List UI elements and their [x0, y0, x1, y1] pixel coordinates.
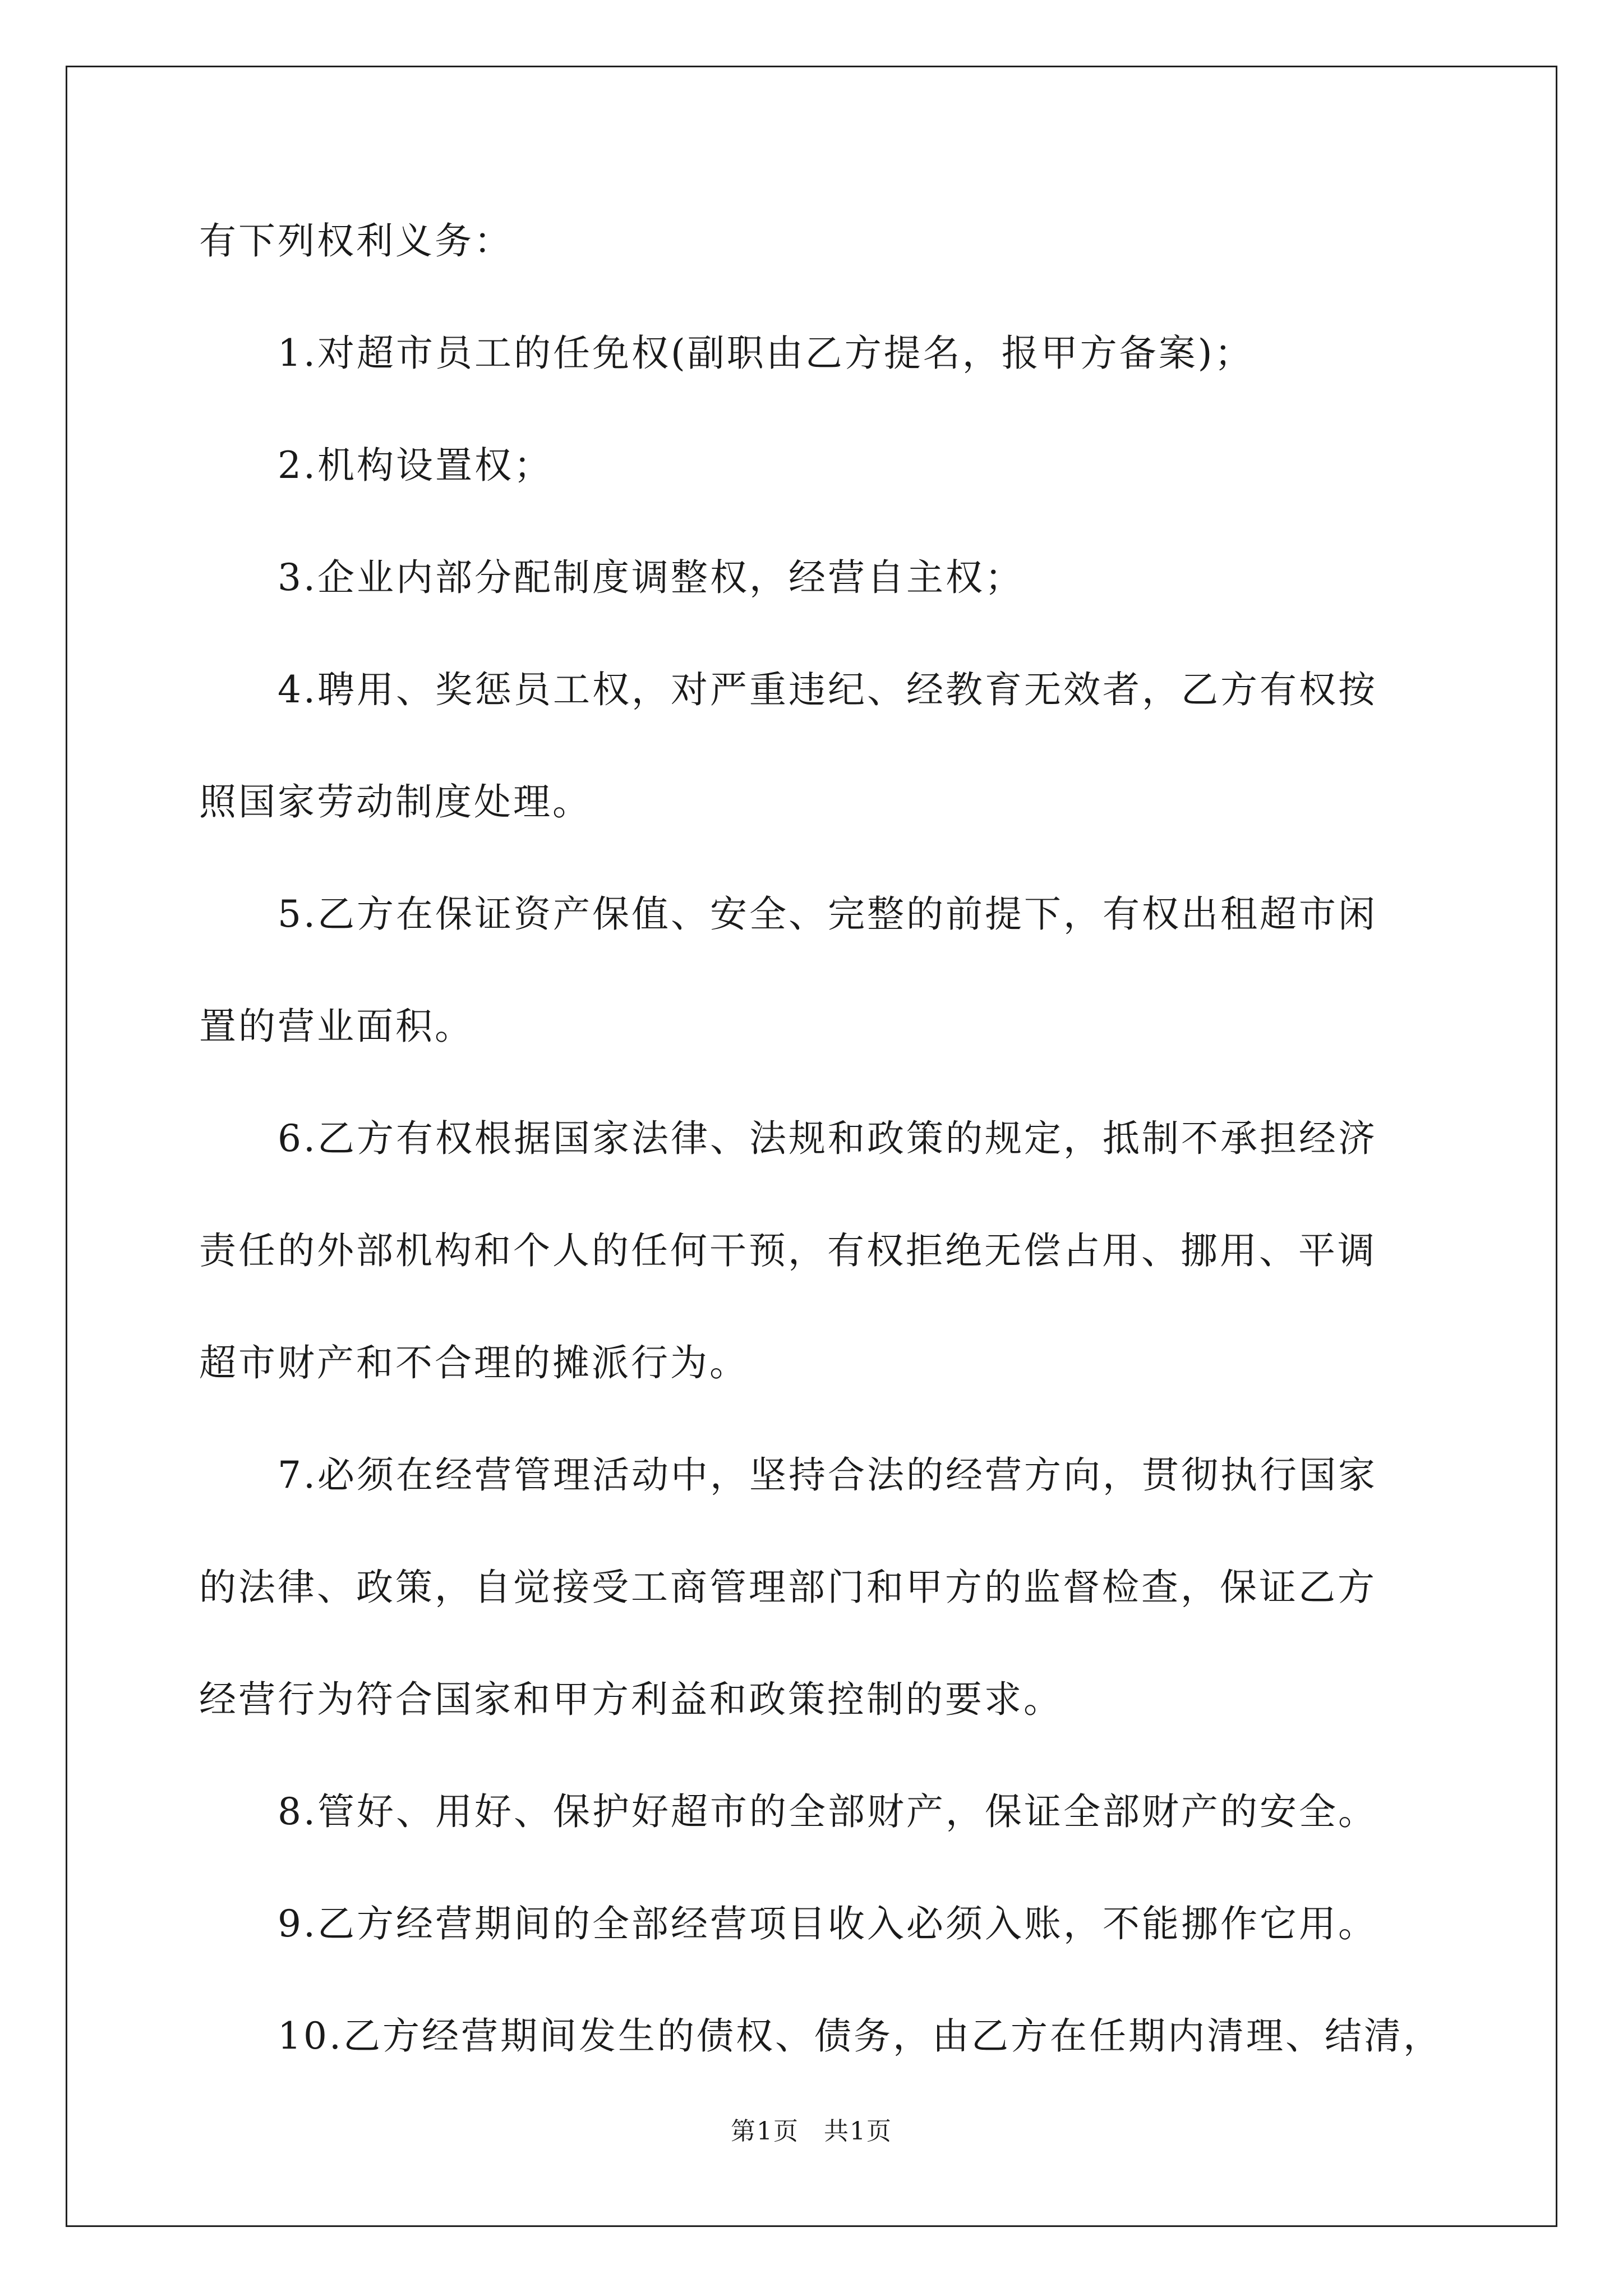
- page-footer: [0, 2115, 1623, 2148]
- document-body: [199, 185, 1442, 2092]
- page-number: 第1页: [731, 2117, 799, 2146]
- text-line-8: 置的营业面积。: [199, 1005, 474, 1048]
- page-total: 共1页: [824, 2117, 892, 2146]
- text-line-10: 责任的外部机构和个人的任何干预，有权拒绝无偿占用、挪用、平调: [199, 1229, 1377, 1272]
- text-line-6: 照国家劳动制度处理。: [199, 780, 592, 823]
- text-line-12: 7.必须在经营管理活动中，坚持合法的经营方向，贯彻执行国家: [278, 1453, 1377, 1497]
- text-line-16: 9.乙方经营期间的全部经营项目收入必须入账，不能挪作它用。: [278, 1902, 1377, 1945]
- text-line-7: 5.乙方在保证资产保值、安全、完整的前提下，有权出租超市闲: [278, 892, 1377, 936]
- text-line-4: 3.企业内部分配制度调整权，经营自主权；: [278, 556, 1024, 599]
- text-line-15: 8.管好、用好、保护好超市的全部财产，保证全部财产的安全。: [278, 1790, 1377, 1833]
- text-line-11: 超市财产和不合理的摊派行为。: [199, 1341, 749, 1384]
- text-line-2: 1.对超市员工的任免权(副职由乙方提名，报甲方备案)；: [278, 332, 1254, 375]
- text-line-5: 4.聘用、奖惩员工权，对严重违纪、经教育无效者，乙方有权按: [278, 668, 1377, 711]
- text-line-13: 的法律、政策，自觉接受工商管理部门和甲方的监督检查，保证乙方: [199, 1566, 1377, 1609]
- text-line-3: 2.机构设置权；: [278, 444, 553, 487]
- text-line-1: 有下列权利义务：: [199, 219, 513, 263]
- text-line-17: 10.乙方经营期间发生的债权、债务，由乙方在任期内清理、结清，: [278, 2014, 1442, 2058]
- text-line-9: 6.乙方有权根据国家法律、法规和政策的规定，抵制不承担经济: [278, 1117, 1377, 1160]
- text-line-14: 经营行为符合国家和甲方利益和政策控制的要求。: [199, 1678, 1063, 1721]
